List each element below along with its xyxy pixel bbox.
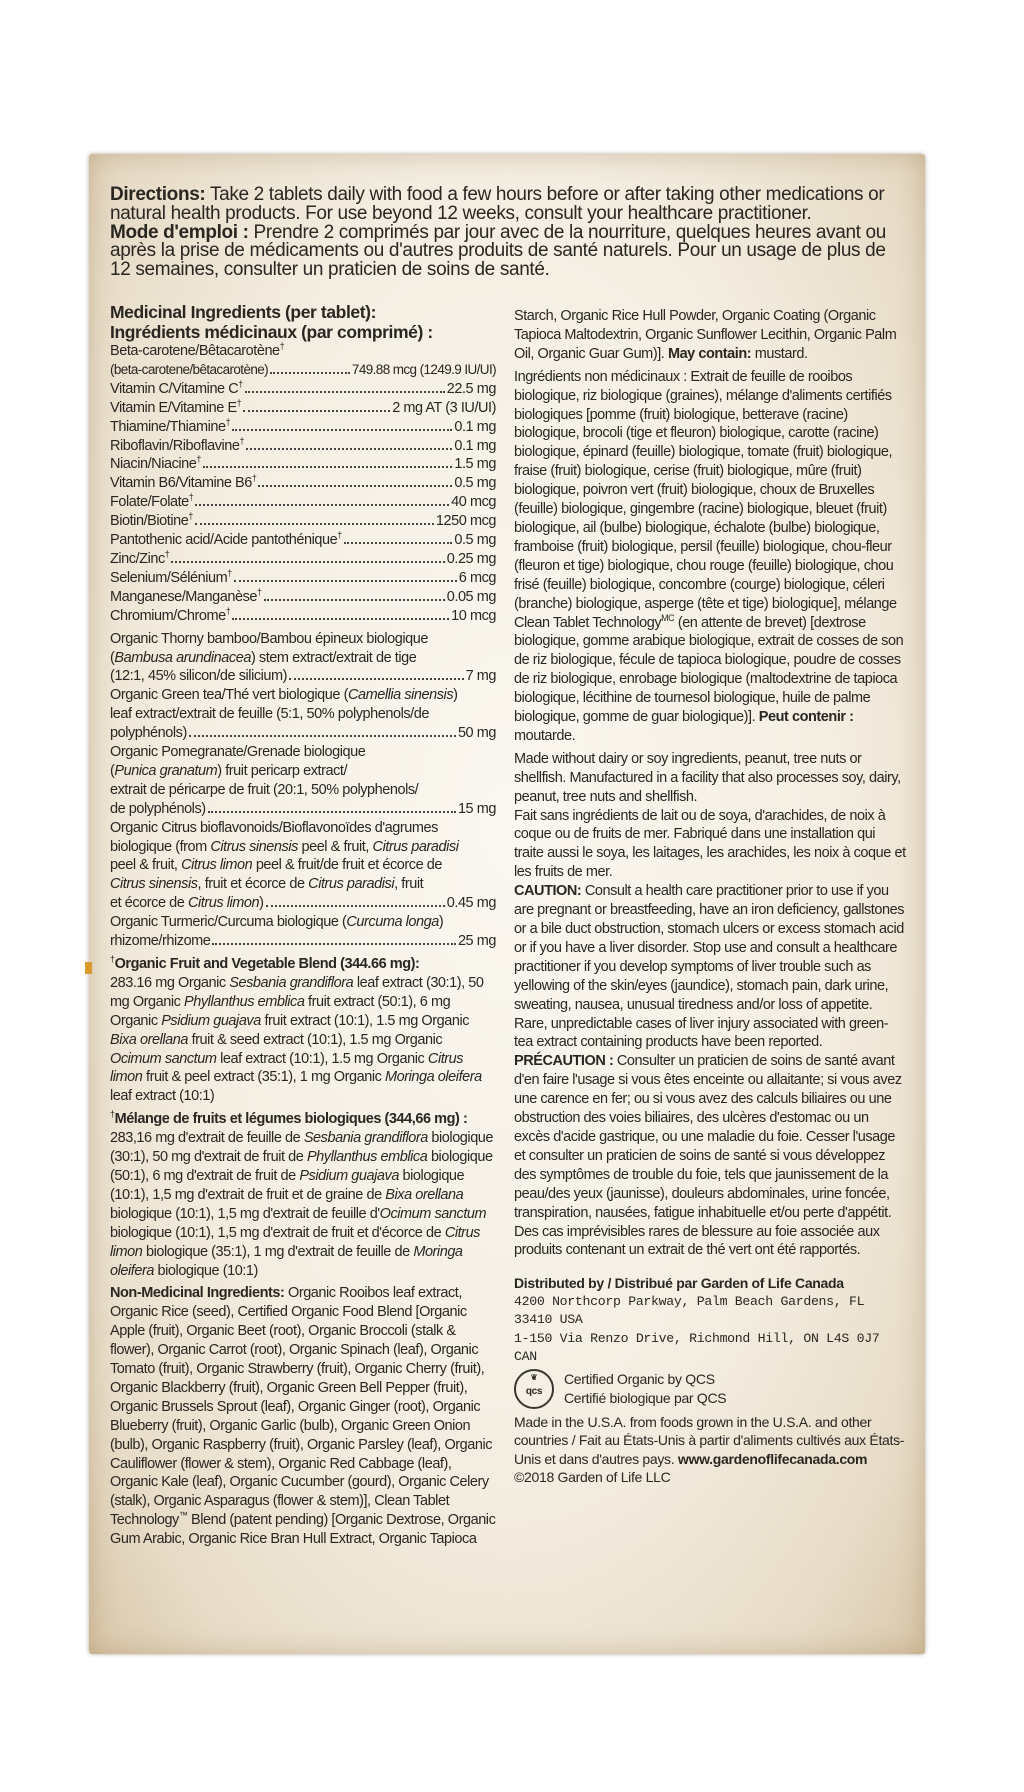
ingredient-name (110, 569, 232, 588)
ingredient-text: peel & fruit/de fruit et écorce de (252, 857, 443, 874)
precaution-label: PRÉCAUTION : (514, 1053, 614, 1070)
peut-contenir-text: moutarde. (514, 727, 576, 744)
medicinal-heading-en: Medicinal Ingredients (per tablet): (110, 302, 377, 322)
blend-heading-fr: Mélange de fruits et légumes biologiques (344,66 mg) : (114, 1111, 468, 1128)
ingredient-row (110, 724, 496, 743)
ingredient-line: Organic Pomegranate/Grenade biologique (110, 744, 366, 761)
latin-name: Phyllanthus emblica (184, 993, 305, 1010)
ingredient-amount: 40 mcg (451, 494, 496, 511)
ingredient-line: Organic Thorny bamboo/Bambou épineux biologique (110, 630, 428, 647)
ingredient-row (110, 894, 496, 913)
dagger-mark: † (227, 568, 232, 579)
ingredient-amount: 0.1 mg (454, 437, 496, 454)
leader-dots (232, 618, 449, 620)
ingredient-text: Vitamin E/Vitamine E (110, 399, 237, 416)
directions-fr (110, 221, 910, 281)
ingredient-text: , fruit (394, 876, 424, 893)
may-contain-text: mustard. (751, 345, 808, 362)
dagger-mark: † (257, 586, 262, 597)
ingredient-amount: 0.1 mg (454, 418, 496, 435)
ingredient-name: (beta-carotene/bêtacarotène) (110, 361, 269, 377)
directions-en (110, 186, 910, 224)
ingredient-text: et écorce de (110, 895, 188, 912)
latin-name: Moringa oleifera (110, 1243, 463, 1279)
ingredient-row (110, 800, 496, 819)
blend-text: biologique (30:1), 50 mg d'extrait de fruit de (110, 1130, 494, 1166)
left-column (110, 302, 496, 1549)
beta-carotene-row (110, 361, 496, 380)
ingredient-amount: 0.5 mg (454, 532, 496, 549)
latin-name: Camellia sinensis (347, 687, 454, 704)
ingredient-text: Chromium/Chrome (110, 607, 226, 624)
dagger-mark: † (110, 954, 115, 965)
latin-name: Moringa oleifera (384, 1069, 482, 1086)
ingredient-line (110, 686, 496, 705)
leader-dots (203, 466, 452, 468)
ingredient-name (110, 607, 230, 626)
latin-name: Bixa orellana (110, 1031, 188, 1048)
ingredient-row (110, 380, 496, 399)
ingredient-line (110, 838, 496, 857)
leader-dots (270, 372, 350, 374)
ingredient-amount: 2 mg AT (3 IU/UI) (392, 399, 496, 416)
address-canada: 1-150 Via Renzo Drive, Richmond Hill, ON L4S 0J7 CAN (514, 1330, 880, 1365)
latin-name: Sesbania grandiflora (229, 974, 354, 991)
non-medicinal-text: Blend (patent pending) [Organic Dextrose, Organic Gum Arabic, Organic Rice Bran Hull Extract, Organic Tapioca (110, 1512, 496, 1548)
non-medicinal-label: Non-Medicinal Ingredients: (110, 1285, 285, 1302)
dagger-mark: † (225, 416, 231, 427)
leader-dots (246, 448, 452, 450)
ingredient-line: (Punica granatum) fruit pericarp extract/ (110, 762, 348, 779)
distributor-section (514, 1274, 906, 1487)
dagger-mark: † (110, 1109, 115, 1120)
ingredient-text: Zinc/Zinc (110, 550, 165, 567)
ingredient-amount: 0.25 mg (446, 550, 496, 567)
right-column (514, 307, 906, 1487)
ingredient-row (110, 588, 496, 607)
ingredient-amount: 25 mg (457, 933, 496, 950)
made-in (514, 1413, 906, 1469)
ingredient-name (110, 418, 230, 437)
ingredient-text: ) (438, 914, 444, 931)
ingredient-text: Organic Green tea/Thé vert biologique ( (110, 687, 348, 704)
non-medicinal-fr (514, 368, 906, 746)
ingredient-text: peel & fruit, (110, 857, 182, 874)
caution-fr (514, 1052, 906, 1260)
latin-name: Citrus sinensis (210, 838, 298, 855)
directions-section (110, 186, 910, 280)
ingredient-name (110, 437, 244, 456)
blend-text: leaf extract (10:1), 1.5 mg Organic (216, 1050, 428, 1067)
beta-carotene-name (110, 342, 496, 361)
blend-heading-en: Organic Fruit and Vegetable Blend (344.66 mg): (114, 956, 420, 972)
ingredient-text: , fruit et écorce de (197, 876, 309, 893)
leader-dots (195, 504, 449, 506)
blend-text: biologique (50:1), 6 mg d'extrait de fruit de (110, 1149, 493, 1184)
dagger-mark: † (238, 378, 243, 389)
ingredient-line: Organic Citrus bioflavonoids/Bioflavonoïdes d'agrumes (110, 819, 438, 836)
directions-text: Take 2 tablets daily with food a few hours before or after taking other medications or natural health products. For use beyond 12 weeks, consult your healthcare practitioner. (110, 184, 885, 224)
ingredient-name (110, 588, 262, 607)
ingredient-row (110, 399, 496, 418)
dagger-mark: † (239, 435, 245, 446)
mode-emploi-label: Mode d'emploi : (110, 221, 249, 243)
ingredient-text: biologique (from (110, 838, 211, 855)
ingredient-text: Thiamine/Thiamine (110, 418, 226, 435)
leader-dots (266, 905, 445, 907)
directions-label: Directions: (110, 184, 206, 205)
ingredient-amount: 1250 mcg (435, 513, 496, 530)
ingredient-name (110, 531, 342, 550)
ingredient-name (110, 474, 256, 493)
ingredient-text: Pantothenic acid/Acide pantothénique (110, 532, 338, 549)
address-usa: 4200 Northcorp Parkway, Palm Beach Gardens, FL 33410 USA (514, 1293, 865, 1328)
ingredient-row (110, 493, 496, 512)
ingredient-name (110, 399, 241, 418)
ingredient-name: (12:1, 45% silicon/de silicium) (110, 668, 288, 685)
leader-dots (243, 410, 390, 412)
dagger-mark: † (188, 492, 194, 503)
blend-text: biologique (10:1), 1,5 mg d'extrait de feuille d' (110, 1205, 380, 1222)
blend-text: biologique (10:1), 1,5 mg d'extrait de fruit et d'écorce de (110, 1224, 445, 1241)
ingredient-amount: 15 mg (457, 800, 496, 817)
precaution-text: Consulter un praticien de soins de santé avant d'en faire l'usage si vous êtes enceinte ou allaitante; si vous avez une carence en fer; ou si vous avez des calculs biliaires ou une obstruction des voies biliaires, des ulcères d'estomac ou un excès d'acide gastrique, ou une maladie du foie. Cesser l'usage et consulter un praticien de soins de santé si vous développez des symptômes de trouble du foie, tels que jaunissement de la peau/des yeux (jaunisse), douleurs abdominales, urine foncée, transpiration, nausées, fatigue inhabituelle et/ou perte d'appétit. Des cas imprévisibles rares de blessure au foie associée aux produits contenant un extrait de thé vert ont été rapportés. (514, 1053, 902, 1259)
leaf-icon: ❦ (530, 1372, 538, 1382)
qcs-logo-text: qcs (525, 1385, 543, 1397)
non-medicinal-en (110, 1284, 496, 1549)
latin-name: Citrus paradisi (372, 838, 459, 855)
non-medicinal-text: Organic Rooibos leaf extract, Organic Rice (seed), Certified Organic Food Blend [Organic Apple (fruit), Organic Beet (root), Organic Broccoli (stalk & flower), Organic Carrot (root), Organic Spinach (leaf), Organic Tomato (fruit), Organic Strawberry (fruit), Organic Cherry (fruit), Organic Blackberry (fruit), Organic Green Bell Pepper (fruit), Organic Brussels Sprout (leaf), Organic Ginger (root), Organic Blueberry (fruit), Organic Garlic (bulb), Organic Green Onion (bulb), Organic Raspberry (fruit), Organic Parsley (leaf), Organic Cauliflower (flower & stem), Organic Red Cabbage (leaf), Organic Kale (leaf), Organic Cucumber (gourd), Organic Celery (stalk), Organic Asparagus (flower & stem)], Clean Tablet Technology (110, 1285, 493, 1529)
ingredient-text: ) stem extract/extrait de tige (250, 649, 417, 666)
leader-dots (245, 391, 445, 393)
latin-name: Bambusa arundinacea (114, 649, 251, 666)
latin-name: Citrus paradisi (308, 876, 395, 893)
turmeric-ingredient (110, 913, 496, 951)
medicinal-rows (110, 380, 496, 626)
blend-text: biologique (35:1), 1 mg d'extrait de feuille de (142, 1243, 414, 1260)
blend-text: leaf extract (30:1), 50 mg Organic (110, 974, 484, 1010)
ingredient-amount: 749.88 mcg (1249.9 IU/UI) (351, 361, 496, 377)
ingredient-amount: 22.5 mg (446, 380, 496, 397)
blend-text: fruit extract (50:1), 6 mg Organic (110, 993, 451, 1029)
citrus-ingredient (110, 819, 496, 914)
ingredient-text: Vitamin C/Vitamine C (110, 380, 239, 397)
ingredient-row (110, 569, 496, 588)
ingredient-amount: 1.5 mg (454, 456, 496, 473)
ingredient-row (110, 667, 496, 686)
ingredient-amount: 7 mg (465, 668, 496, 685)
website-link[interactable]: www.gardenoflifecanada.com (677, 1450, 868, 1467)
ingredient-name (110, 380, 243, 399)
ingredient-text: ) fruit pericarp extract/ (217, 762, 348, 779)
ingredient-text: Folate/Folate (110, 494, 189, 511)
blend-text: biologique (10:1) (153, 1262, 258, 1279)
pomegranate-ingredient (110, 743, 496, 819)
leader-dots (344, 542, 453, 544)
allergen-en: Made without dairy or soy ingredients, peanut, tree nuts or shellfish. Manufactured in a facility that also processes soy, dairy, peanut, tree nuts and shellfish. (514, 750, 901, 805)
latin-name: Psidium guajava (161, 1012, 261, 1029)
ingredient-text: Selenium/Sélénium (110, 569, 228, 586)
ingredient-name: de polyphénols) (110, 800, 206, 817)
ingredient-row (110, 418, 496, 437)
blend-fr (110, 1110, 496, 1280)
latin-name: Bixa orellana (385, 1186, 464, 1203)
ingredient-amount: 0.45 mg (446, 895, 496, 912)
ingredient-row (110, 932, 496, 951)
latin-name: Ocimum sanctum (110, 1050, 217, 1067)
latin-name: Citrus limon (187, 895, 260, 912)
dagger-mark: † (225, 605, 231, 616)
leader-dots (195, 523, 434, 525)
leader-dots (189, 735, 456, 737)
non-medicinal-en-continued (514, 307, 906, 364)
green-tea-ingredient (110, 686, 496, 743)
leader-dots (171, 561, 444, 563)
mode-emploi-text: Prendre 2 comprimés par jour avec de la nourriture, quelques heures avant ou après la prise de médicaments ou d'autres produits de santé naturels. Pour un usage de plus de 12 semaines, consulter un praticien de soins de santé. (110, 221, 886, 281)
leader-dots (234, 580, 457, 582)
blend-text: 283.16 mg Organic (110, 974, 230, 991)
ingredient-line: extrait de péricarpe de fruit (20:1, 50% polyphenols/ (110, 781, 419, 798)
dagger-mark: † (236, 397, 242, 408)
ingredient-line (110, 875, 496, 894)
ingredient-line (110, 856, 496, 875)
allergen-fr: Fait sans ingrédients de lait ou de soya, d'arachides, de noix à coque ou de fruits de mer. Fabriqué dans une installation qui traite aussi le soya, les laitages, les arachides, les noix à coque et les fruits de mer. (514, 807, 906, 881)
ingredient-row (110, 550, 496, 569)
trademark-mark: ™ (178, 1510, 188, 1521)
ingredient-text: Biotin/Biotine (110, 513, 189, 530)
ingredient-name (110, 512, 193, 531)
dagger-mark: † (251, 473, 257, 484)
copyright: ©2018 Garden of Life LLC (514, 1469, 671, 1486)
latin-name: Ocimum sanctum (379, 1205, 487, 1222)
ingredient-name (110, 455, 201, 474)
ingredient-line (110, 913, 496, 932)
latin-name: Citrus limon (181, 857, 253, 874)
ingredient-text: Organic Turmeric/Curcuma biologique ( (110, 914, 347, 931)
blend-text: leaf extract (10:1) (110, 1088, 215, 1105)
caution-label: CAUTION: (514, 883, 582, 900)
ingredient-text: Niacin/Niacine (110, 456, 197, 473)
leader-dots (264, 599, 445, 601)
ingredient-name (110, 493, 193, 512)
ingredient-row (110, 607, 496, 626)
peut-contenir-label: Peut contenir : (758, 709, 854, 726)
certification-text (564, 1370, 726, 1407)
ingredient-text: Manganese/Manganèse (110, 588, 258, 605)
leader-dots (208, 811, 456, 813)
leader-dots (212, 943, 456, 945)
cert-en: Certified Organic by QCS (564, 1371, 715, 1388)
leader-dots (232, 429, 452, 431)
ingredient-text: Riboflavin/Riboflavine (110, 437, 240, 454)
ingredient-name (110, 894, 264, 913)
blend-text: fruit & peel extract (35:1), 1 mg Organic (142, 1069, 385, 1086)
latin-name: Psidium guajava (299, 1167, 399, 1184)
ingredient-row (110, 531, 496, 550)
dagger-mark: † (196, 454, 201, 465)
ingredient-amount: 0.05 mg (446, 588, 496, 605)
blend-en (110, 955, 496, 1106)
ingredient-name (110, 550, 169, 569)
ingredient-row (110, 437, 496, 456)
ingredient-amount: 6 mcg (458, 569, 496, 586)
dagger-mark: † (164, 549, 170, 560)
product-label-panel (89, 154, 925, 1654)
dagger-mark: † (337, 530, 342, 541)
edge-marker (85, 962, 92, 974)
may-contain-label: May contain: (667, 345, 752, 362)
latin-name: Curcuma longa (346, 914, 439, 931)
blend-text: biologique (10:1), 1,5 mg d'extrait de fruit et de graine de (110, 1167, 465, 1203)
leader-dots (289, 678, 464, 680)
ingredient-name: rhizome/rhizome (110, 933, 211, 950)
bamboo-ingredient (110, 630, 496, 687)
latin-name: Phyllanthus emblica (306, 1149, 428, 1166)
ingredient-row (110, 474, 496, 493)
ingredient-name: polyphénols) (110, 725, 187, 742)
qcs-certification (514, 1369, 906, 1409)
leader-dots (258, 485, 452, 487)
latin-name: Citrus sinensis (110, 876, 198, 893)
ingredient-text: ) (453, 687, 458, 704)
latin-name: Sesbania grandiflora (303, 1130, 428, 1147)
non-medicinal-text: Ingrédients non médicinaux : Extrait de feuille de rooibos biologique, riz biologique (graines), mélange d'aliments certifiés biologiques [pomme (fruit) biologique, betterave (racine) biologique, brocoli (tige et fleuron) biologique, carotte (racine) biologique, épinard (feuille) biologique, tomate (fruit) biologique, fraise (fruit) biologique, cerise (fruit) biologique, mûre (fruit) biologique, poivron vert (fruit) biologique, choux de Bruxelles (feuille) biologique, gingembre (racine) biologique, bleuet (fruit) biologique, ail (bulbe) biologique, échalote (bulbe) biologique, framboise (fruit) biologique, persil (feuille) biologique, chou-fleur (fleuron et tige) biologique, chou rouge (feuille) biologique, chou frisé (feuille) biologique, concombre (courge) biologique, céleri (branche) biologique, asperge (tête et tige) biologique], mélange Clean Tablet Technology (514, 368, 897, 631)
non-medicinal-text: Starch, Organic Rice Hull Powder, Organic Coating (Organic Tapioca Maltodextrin, Organic Sunflower Lecithin, Organic Palm Oil, Organic Guar Gum)]. (514, 308, 897, 362)
distributor-heading: Distributed by / Distribué par Garden of Life Canada (514, 1275, 844, 1292)
blend-text: 283,16 mg d'extrait de feuille de (110, 1130, 304, 1147)
qcs-logo-icon (514, 1369, 554, 1409)
latin-name: Citrus limon (110, 1050, 464, 1086)
latin-name: Punica granatum (114, 762, 218, 779)
dagger-mark: † (279, 341, 285, 352)
trademark-mark: MC (661, 612, 675, 623)
ingredient-line: (Bambusa arundinacea) stem extract/extrait de tige (110, 649, 417, 666)
caution-text: Consult a health care practitioner prior to use if you are pregnant or breastfeeding, have an iron deficiency, gallstones or a bile duct obstruction, stomach ulcers or excess stomach acid or if you have a liver disorder. Stop use and consult a healthcare practitioner if you develop symptoms of liver trouble such as yellowing of the skin/eyes (jaundice), stomach pain, dark urine, sweating, nausea, unusual tiredness and/or loss of appetite. Rare, unpredictable cases of liver injury associated with green-tea extract containing products have been reported. (514, 883, 904, 1051)
latin-name: Citrus limon (110, 1224, 480, 1260)
ingredient-text: ) (259, 895, 264, 912)
ingredient-amount: 0.5 mg (454, 475, 496, 492)
medicinal-heading-fr: Ingrédients médicinaux (par comprimé) : (110, 322, 433, 342)
dagger-mark: † (188, 511, 193, 522)
ingredient-row (110, 512, 496, 531)
ingredient-name: Beta-carotene/Bêtacarotène (110, 343, 280, 359)
ingredient-text: Vitamin B6/Vitamine B6 (110, 475, 252, 492)
ingredient-line: leaf extract/extrait de feuille (5:1, 50% polyphenols/de (110, 706, 429, 723)
ingredient-text: peel & fruit, (297, 838, 373, 855)
ingredient-amount: 10 mcg (451, 607, 496, 624)
ingredient-amount: 50 mg (457, 725, 496, 742)
caution-en (514, 882, 906, 1052)
non-medicinal-text: (en attente de brevet) [dextrose biologique, gomme arabique biologique, extrait de cosses de son de riz biologique, fécule de tapioca biologique, poudre de cosses de riz biologique, enrobage biologique (maltodextrine de tapioca biologique, lécithine de tournesol biologique, huile de palme biologique, gomme de guar biologique)]. (514, 614, 904, 726)
cert-fr: Certifié biologique par QCS (564, 1389, 727, 1406)
made-in-text: Made in the U.S.A. from foods grown in the U.S.A. and other countries / Fait au États-Unis à partir d'aliments cultivés aux États-Unis et dans d'autres pays. (514, 1413, 905, 1467)
ingredient-row (110, 455, 496, 474)
blend-text: fruit & seed extract (10:1), 1.5 mg Organic (187, 1031, 443, 1048)
blend-text: fruit extract (10:1), 1.5 mg Organic (260, 1012, 470, 1029)
